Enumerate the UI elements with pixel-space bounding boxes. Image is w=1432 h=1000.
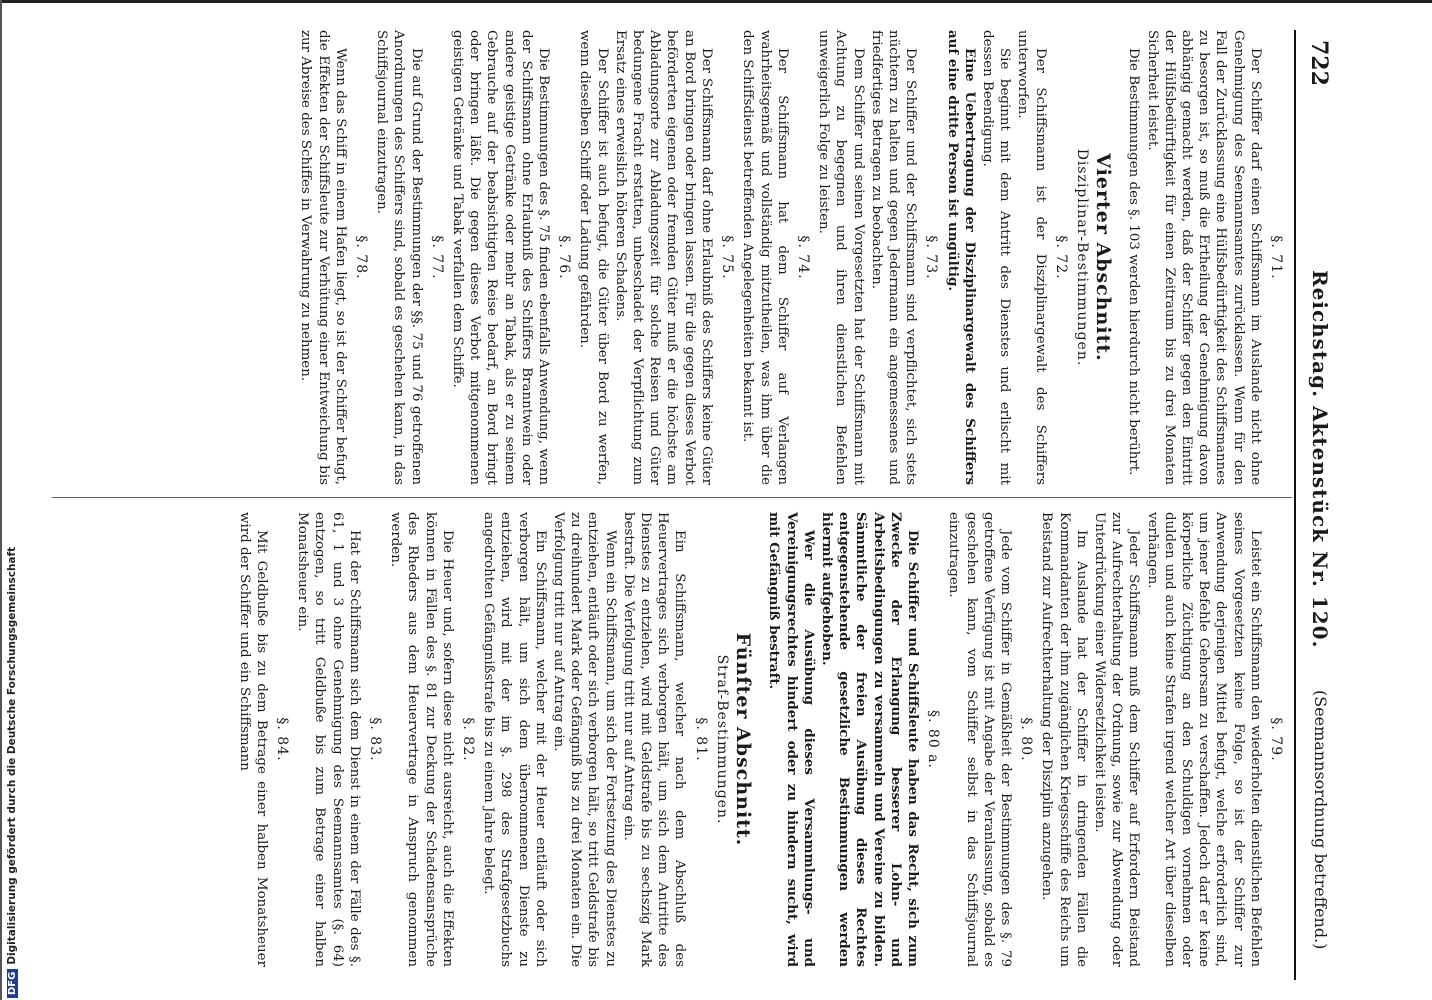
paragraph: Mit Geldbuße bis zu dem Betrage einer halben Monatsheuer wird der Schiffer und ein Schiffsmann: [236, 512, 269, 967]
section-heading: §. 80 a.: [925, 710, 942, 769]
bold-paragraph: Eine Uebertragung der Disziplinargewalt des Schiffers auf eine dritte Person ist ungültig.: [944, 30, 978, 485]
section-heading: §. 81.: [692, 717, 709, 762]
section-heading: §. 82.: [460, 717, 477, 762]
running-subtitle: (Seemannsordnung betreffend.): [1311, 690, 1330, 950]
page-header: [1296, 30, 1332, 980]
chapter-subtitle: Straf-Bestimmungen.: [713, 654, 730, 825]
paragraph: Der Schiffer darf einen Schiffsmann im Auslande nicht ohne Genehmigung des Seemannsamtes zurücklassen. Wenn für den Fall der Zurücklassung eine Hülfsbedürftigkeit des Schiffsmannes zu besorgen ist, so muß die Ertheilung der Genehmigung davon abhängig gemacht werden, daß der Schiffer gegen den Eintritt der Hülfsbedürftigkeit für einen Zeitraum bis zu drei Monaten Sicherheit leistet.: [1144, 30, 1263, 485]
section-heading: §. 84.: [274, 717, 291, 762]
column-divider: [52, 497, 1292, 498]
paragraph: Ein Schiffsmann, welcher nach dem Abschluß des Heuervertrages sich verborgen hält, um sich dem Antritte des Dienstes zu entziehen, wird mit Geldstrafe bis zu sechszig Mark bestraft. Die Verfolgung tritt nur auf Antrag ein.: [620, 512, 688, 967]
paragraph: Hat der Schiffsmann sich dem Dienst in einem der Fälle des §. 61, 1 und 3 ohne Genehmigung des Seemannsamtes (§. 64) entzogen, so tritt Geldbuße bis zum Betrage einer halben Monatsheuer ein.: [295, 512, 362, 967]
paragraph: Sie beginnt mit dem Antritt des Dienstes und erlischt mit dessen Beendigung.: [979, 30, 1013, 485]
section-heading: §. 74.: [794, 235, 811, 280]
chapter-heading: Vierter Abschnitt.: [1092, 153, 1115, 362]
paragraph: Wenn ein Schiffsmann, um sich der Fortsetzung des Dienstes zu entziehen, entläuft oder sich verborgen hält, so tritt Geldstrafe bis zu dreihundert Mark oder Gefängniß bis zu drei Monaten ein. Die Verfolgung tritt nur auf Antrag ein.: [551, 512, 618, 967]
document-page: [32, 30, 1332, 980]
section-heading: §. 80.: [1018, 717, 1035, 762]
section-heading: §. 75.: [719, 235, 736, 280]
chapter-subtitle: Disziplinar-Bestimmungen.: [1073, 148, 1090, 367]
paragraph: Der Schiffsmann hat dem Schiffer auf Verlangen wahrheitsgemäß und vollständig mitzutheilen, was ihm über die den Schiffsdienst betreffenden Angelegenheiten bekannt ist.: [740, 30, 790, 485]
paragraph: Wenn das Schiff in einem Hafen liegt, so ist der Schiffer befugt, die Effekten der Schiffsleute zur Verhütung einer Entweichung bis zur Abreise des Schiffes in Verwahrung zu nehmen.: [298, 30, 348, 485]
dfg-logo-icon: DFG: [7, 969, 18, 998]
bold-paragraph: Die Schiffer und Schiffsleute haben das Recht, sich zum Zwecke der Erlangung besserer Lohn- und Arbeitsbedingungen zu versammeln und Vereine zu bilden. Sämmtliche der freien Ausübung dieses Rechtes entgegenstehende gesetzliche Bestimmungen werden hiermit aufgehoben.: [818, 512, 921, 967]
paragraph: Die Heuer und, sofern diese nicht ausreicht, auch die Effekten können in Fällen des §. 81 zur Deckung der Schadensansprüche des Rheders aus dem Heuervertrage in Anspruch genommen werden.: [388, 512, 455, 967]
watermark-text: Digitalisierung gefördert durch die Deutsche Forschungsgemeinschaft: [6, 546, 18, 965]
paragraph: Die Bestimmungen des §. 103 werden hierdurch nicht berührt.: [1126, 48, 1142, 476]
header-rule: [1294, 30, 1296, 980]
paragraph: Der Schiffsmann ist der Disziplinargewalt des Schiffers unterworfen.: [1015, 30, 1048, 485]
page-number: 722: [1306, 40, 1332, 86]
chapter-heading: Fünfter Abschnitt.: [732, 632, 755, 847]
paragraph: Jede vom Schiffer in Gemäßheit der Bestimmungen des §. 79 getroffene Verfügung ist mit Angabe der Veranlassung, sobald es geschehen kann, vom Schiffer selbst in das Schiffsjournal einzutragen.: [946, 512, 1013, 967]
section-heading: §. 71.: [1268, 235, 1284, 280]
section-heading: §. 79.: [1268, 717, 1284, 762]
paragraph: Dem Schiffer und seinen Vorgesetzten hat der Schiffsmann mit Achtung zu begegnen und ihren dienstlichen Befehlen unweigerlich Folge zu leisten.: [816, 30, 866, 485]
section-heading: §. 76.: [556, 235, 573, 280]
section-heading: §. 73.: [923, 235, 940, 280]
scan-edge-left: [0, 0, 2, 1000]
section-heading: §. 83.: [367, 717, 384, 762]
paragraph: Der Schiffsmann darf ohne Erlaubniß des Schiffers keine Güter an Bord bringen oder bringen lassen. Für die gegen dieses Verbot beförderten eigenen oder fremden Güter muß er die höchste am Abladungsorte zur Abladungszeit für solche Reisen und Güter bedungene Fracht erstatten, unbeschadet der Verpflichtung zum Ersatz eines erweislich höheren Schadens.: [612, 30, 714, 485]
bold-paragraph: Wer die Ausübung dieses Versammlungs- und Vereinigungsrechtes hindert oder zu hindern sucht, wird mit Gefängniß bestraft.: [766, 512, 817, 967]
section-heading: §. 72.: [1052, 235, 1069, 280]
paragraph: Der Schiffer und der Schiffsmann sind verpflichtet, sich stets nüchtern zu halten und gegen Jedermann ein angemessenes und friedfertiges Betragen zu beobachten.: [868, 30, 919, 485]
paragraph: Jeder Schiffsmann muß dem Schiffer auf Erfordern Beistand zur Aufrechterhaltung der Ordnung, sowie zur Abwendung oder Unterdrückung einer Widersetzlichkeit leisten.: [1091, 512, 1142, 967]
section-heading: §. 78.: [353, 235, 370, 280]
left-column: [296, 30, 1288, 485]
section-heading: §. 77.: [428, 235, 445, 280]
paragraph: Die Bestimmungen des §. 75 finden ebenfalls Anwendung, wenn der Schiffsmann ohne Erlaubniß des Schiffers Branntwein oder andere geistige Getränke oder mehr an Tabak, als er zu seinem Gebrauche auf der beabsichtigten Reise bedarf, an Bord bringt oder bringen läßt. Die gegen dieses Verbot mitgenommenen geistigen Getränke und Tabak verfallen dem Schiffe.: [450, 30, 552, 485]
paragraph: Der Schiffer ist auch befugt, die Güter über Bord zu werfen, wenn dieselben Schiff oder Ladung gefährden.: [577, 30, 610, 485]
running-title: Reichstag. Aktenstück Nr. 120.: [1308, 270, 1332, 649]
paragraph: Die auf Grund der Bestimmungen der §§. 75 und 76 getroffenen Anordnungen des Schiffers sind, sobald es geschehen kann, in das Schiffsjournal einzutragen.: [374, 30, 424, 485]
paragraph: Leistet ein Schiffsmann den wiederholten dienstlichen Befehlen seines Vorgesetzten keine Folge, so ist der Schiffer zur Anwendung derjenigen Mittel befugt, welche erforderlich sind, um jener Befehle Gehorsam zu verschaffen. Jedoch darf er keine körperliche Züchtigung an den Schuldigen vornehmen oder dulden und auch keine Strafen irgend welcher Art über dieselben verhängen.: [1144, 512, 1263, 967]
paragraph: Ein Schiffsmann, welcher mit der Heuer entläuft oder sich verborgen hält, um sich dem übernommenen Dienste zu entziehen, wird mit der im §. 298 des Strafgesetzbuchs angedrohten Gefängnißstrafe bis zu einem Jahre belegt.: [481, 512, 548, 967]
paragraph: Im Auslande hat der Schiffer in dringenden Fällen die Kommandanten der ihm zugänglichen Kriegsschiffe des Reichs um Beistand zur Aufrechterhaltung der Disziplin anzugehen.: [1039, 512, 1089, 967]
right-column: [234, 512, 1288, 967]
watermark: [6, 547, 18, 998]
scan-edge-top: [0, 0, 1432, 3]
